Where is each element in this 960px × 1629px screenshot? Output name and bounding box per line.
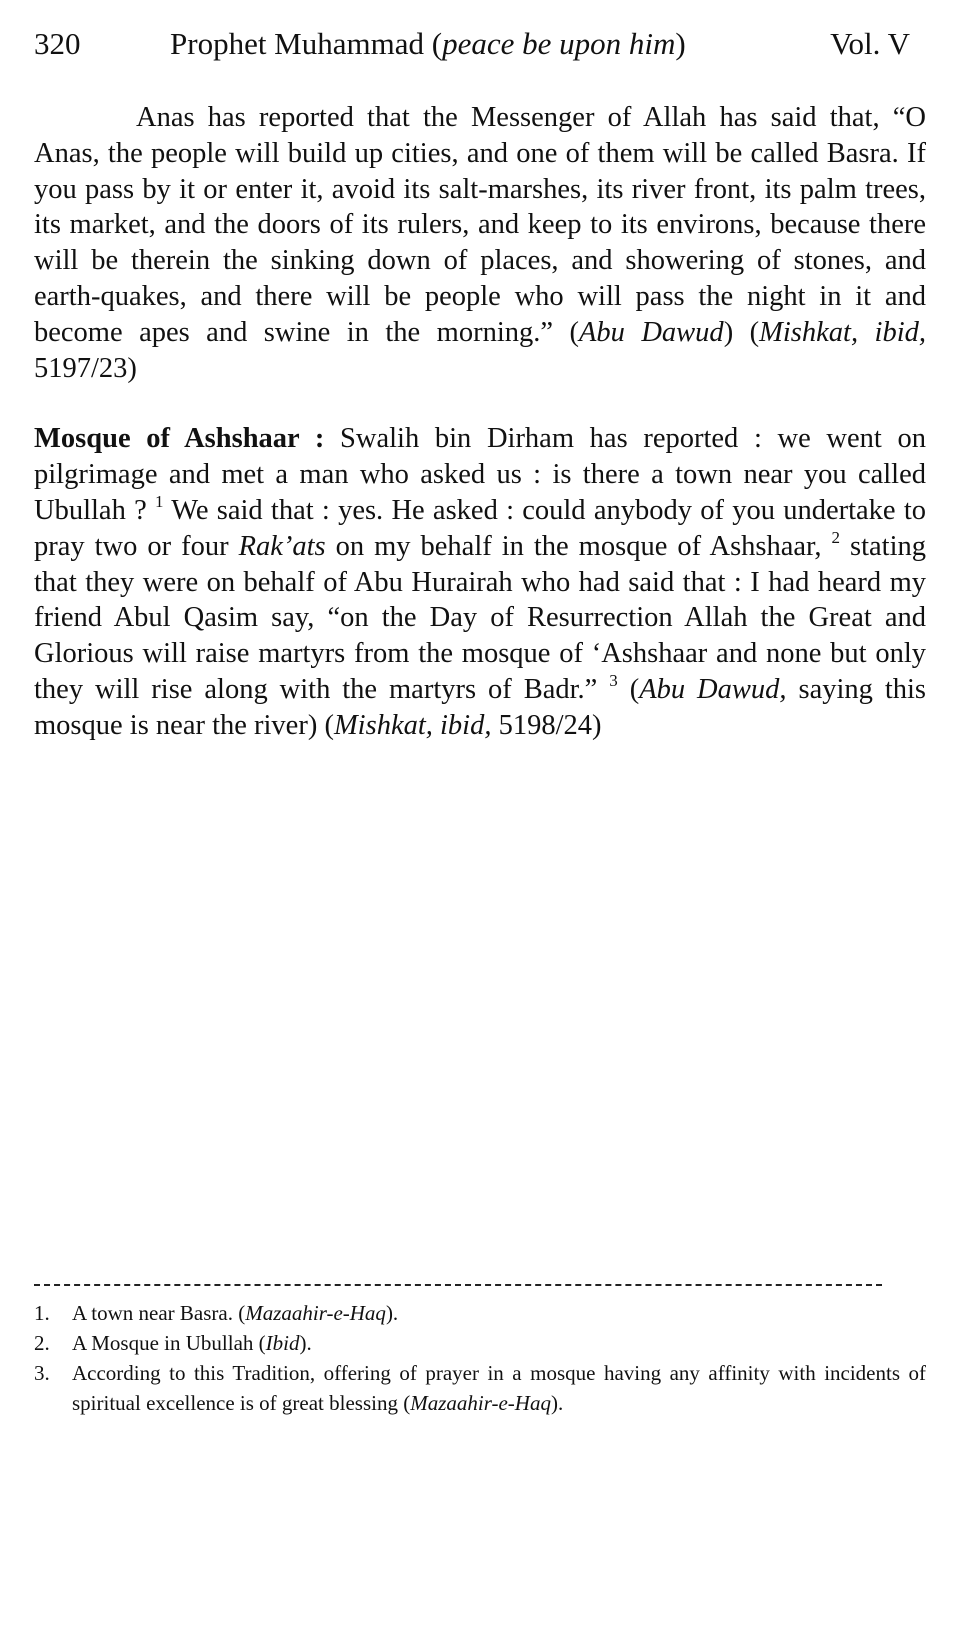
footnote-2 xyxy=(34,1328,926,1358)
footnote-source: Ibid xyxy=(265,1331,300,1355)
footnote-ref-1[interactable]: 1 xyxy=(154,491,164,511)
main-text xyxy=(34,100,926,744)
footnote-end: ). xyxy=(385,1301,399,1325)
section-heading: Mosque of Ashshaar : xyxy=(34,423,325,455)
page-number: 320 xyxy=(34,26,81,61)
footnote-end: ). xyxy=(299,1331,312,1355)
title-honorific: peace be upon him xyxy=(442,26,676,61)
footnote-text xyxy=(72,1298,926,1328)
title-prefix: Prophet Muhammad ( xyxy=(170,26,443,61)
footnote-1 xyxy=(34,1298,926,1328)
footnote-number: 3. xyxy=(34,1361,50,1385)
paragraph-text: saying this mosque is near the river) ( xyxy=(34,673,927,741)
paragraph-mosque-ashshaar xyxy=(34,421,926,743)
footnote-text xyxy=(72,1358,926,1418)
volume-label: Vol. V xyxy=(830,26,910,61)
running-title xyxy=(170,24,686,64)
running-header xyxy=(34,24,910,64)
footnotes xyxy=(34,1298,926,1418)
footnote-body: A town near Basra. ( xyxy=(72,1301,246,1325)
citation-separator: ) ( xyxy=(723,316,760,348)
footnote-3 xyxy=(34,1358,926,1418)
citation-number: 5198/24) xyxy=(491,709,602,741)
title-suffix: ) xyxy=(675,26,686,61)
footnote-end: ). xyxy=(550,1391,564,1415)
footnote-number: 2. xyxy=(34,1331,50,1355)
citation-abu-dawud: Abu Dawud xyxy=(578,316,724,348)
footnote-body: According to this Tradition, offering of prayer in a mosque having any affinity with incidents of spiritual excellence is of great blessing ( xyxy=(72,1361,926,1415)
footnote-number: 1. xyxy=(34,1301,50,1325)
paragraph-text: We said that : yes. He asked : could anybody of you undertake to pray two or four xyxy=(34,494,926,562)
footnote-text xyxy=(72,1328,926,1358)
paragraph-anas-basra xyxy=(34,100,926,386)
footnote-source: Mazaahir-e-Haq xyxy=(245,1301,386,1325)
paragraph-text: ( xyxy=(617,673,640,705)
citation-mishkat: Mishkat, ibid, xyxy=(333,709,492,741)
citation-number: 5197/23) xyxy=(34,352,137,384)
paragraph-text: on my behalf in the mosque of Ashshaar, xyxy=(325,530,832,562)
footnote-divider xyxy=(34,1284,882,1286)
paragraph-text: Anas has reported that the Messenger of Allah has said that, “O Anas, the people will build up cities, and one of them will be called Basra. If you pass by it or enter it, avoid its salt-marshes, its river front, its palm trees, its market, and the doors of its rulers, and keep to its environs, because there will be therein the sinking down of places, and showering of stones, and earth-quakes, and there will be people who will pass the night in it and become apes and swine in the morning.” ( xyxy=(34,102,926,348)
footnote-source: Mazaahir-e-Haq xyxy=(410,1391,551,1415)
paragraph-text: Swalih bin Dirham has reported : we went on pilgrimage and met a man who asked us : is there a town near you called Ubullah ? xyxy=(34,423,926,526)
footnote-ref-2[interactable]: 2 xyxy=(831,527,841,547)
citation-mishkat: Mishkat, ibid, xyxy=(759,316,927,348)
paragraph-text: stating that they were on behalf of Abu Hurairah who had said that : I had heard my friend Abul Qasim say, “on the Day of Resurrection Allah the Great and Glorious will raise martyrs from the mosque of ‘Ashshaar and none but only they will rise along with the martyrs of Badr.” xyxy=(34,530,926,705)
term-rakats: Rak’ats xyxy=(238,530,326,562)
citation-abu-dawud: Abu Dawud, xyxy=(639,673,787,705)
footnote-body: A Mosque in Ubullah ( xyxy=(72,1331,266,1355)
footnote-ref-3[interactable]: 3 xyxy=(609,670,618,690)
